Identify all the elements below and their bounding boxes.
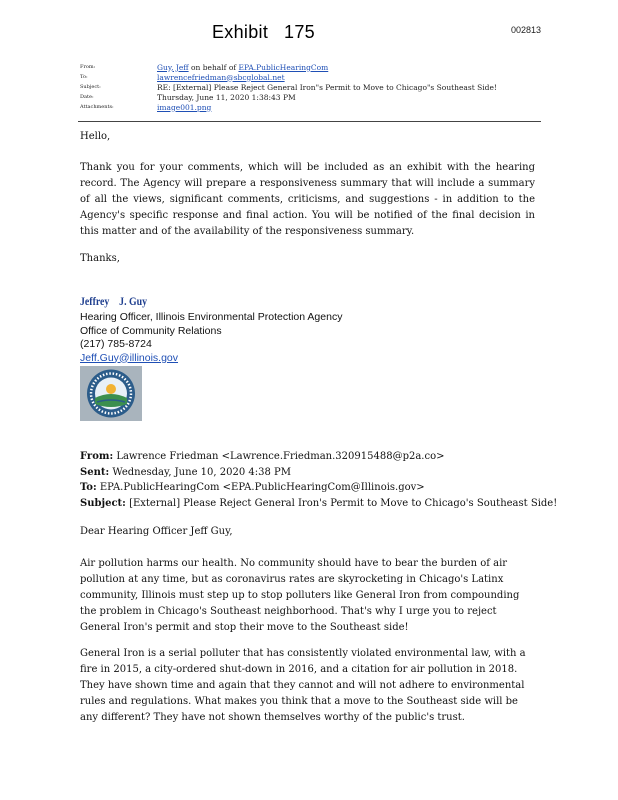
email-header <box>80 62 540 112</box>
original-from-value: Lawrence Friedman <Lawrence.Friedman.320915488@p2a.co> <box>116 451 445 462</box>
signature-phone: (217) 785-8724 <box>80 338 152 350</box>
exhibit-label: Exhibit <box>212 22 269 42</box>
original-from-row <box>80 449 557 465</box>
original-subject-label: Subject: <box>80 497 126 509</box>
header-to-label: To: <box>80 74 88 80</box>
header-date-value: Thursday, June 11, 2020 1:38:43 PM <box>157 92 296 102</box>
header-subject-label: Subject: <box>80 84 101 90</box>
original-to-label: To: <box>80 482 97 493</box>
signature-title: Hearing Officer, Illinois Environmental Protection Agency <box>80 311 343 323</box>
attachment-link[interactable]: image001.png <box>157 102 212 112</box>
sender-link[interactable]: Guy, Jeff <box>157 62 189 72</box>
public-hearing-link[interactable]: EPA.PublicHearingCom <box>238 62 329 72</box>
letter-salutation: Dear Hearing Officer Jeff Guy, <box>80 526 233 537</box>
original-to-row <box>80 480 557 496</box>
original-to-value: EPA.PublicHearingCom <EPA.PublicHearingCom@Illinois.gov> <box>99 482 425 493</box>
signature-office: Office of Community Relations <box>80 324 222 337</box>
header-date-label: Date: <box>80 94 94 100</box>
header-from-mid: on behalf of <box>188 62 239 72</box>
reply-body: Thank you for your comments, which will be included as an exhibit with the hearing record. The Agency will prepare a responsiveness summary that will include a summary of all the views, significant comments, criticisms, and suggestions - in addition to the Agency's specific response and final action. You will be notified of the final decision in this matter and of the availability of the responsiveness summary. <box>80 162 535 237</box>
header-to-link[interactable]: lawrencefriedman@sbcglobal.net <box>157 72 285 82</box>
header-date-row <box>80 92 540 102</box>
bates-number: 002813 <box>511 25 542 35</box>
header-attachments-label: Attachments: <box>80 104 114 110</box>
header-subject-value: RE: [External] Please Reject General Iron"s Permit to Move to Chicago"s Southeast Side! <box>157 82 497 92</box>
reply-greeting: Hello, <box>80 131 111 142</box>
illinois-epa-seal-icon <box>80 366 142 421</box>
original-subject-value: [External] Please Reject General Iron's Permit to Move to Chicago's Southeast Side! <box>129 497 558 509</box>
original-sent-row <box>80 465 557 481</box>
seal-sun <box>106 384 116 394</box>
signature-block <box>80 311 342 365</box>
letter-paragraph-2: General Iron is a serial polluter that has consistently violated environmental law, with a fire in 2015, a city-ordered shut-down in 2016, and a citation for air pollution in 2018. They have shown time and again that they cannot and will not adhere to environmental rules and regulations. What makes you think that a move to the Southeast side will be any different? They have not shown themselves worthy of the public's trust. <box>80 648 526 723</box>
signature-name: Jeffrey J. Guy <box>80 294 148 308</box>
exhibit-title <box>212 22 315 43</box>
signature-email-link[interactable]: Jeff.Guy@illinois.gov <box>80 351 179 364</box>
header-from-value <box>157 63 328 72</box>
letter-paragraph-1: Air pollution harms our health. No community should have to bear the burden of air pollution at any time, but as coronavirus rates are skyrocketing in Chicago's Latinx community, Illinois must step up to stop polluters like General Iron from compounding the problem in Chicago's Southeast neighborhood. That's why I urge you to reject General Iron's permit and stop their move to the Southeast side! <box>80 558 520 633</box>
header-from-label: From: <box>80 64 96 70</box>
original-sent-label: Sent: <box>80 466 110 478</box>
header-to-row <box>80 72 540 82</box>
original-from-label: From: <box>80 451 114 462</box>
exhibit-number: 175 <box>284 22 315 42</box>
original-subject-row <box>80 496 557 512</box>
reply-closing: Thanks, <box>80 253 120 264</box>
header-attachments-row <box>80 102 540 112</box>
original-sent-value: Wednesday, June 10, 2020 4:38 PM <box>112 466 291 478</box>
original-message-header <box>80 449 557 511</box>
header-divider <box>78 121 541 122</box>
header-from-row <box>80 62 540 72</box>
header-subject-row <box>80 82 540 92</box>
